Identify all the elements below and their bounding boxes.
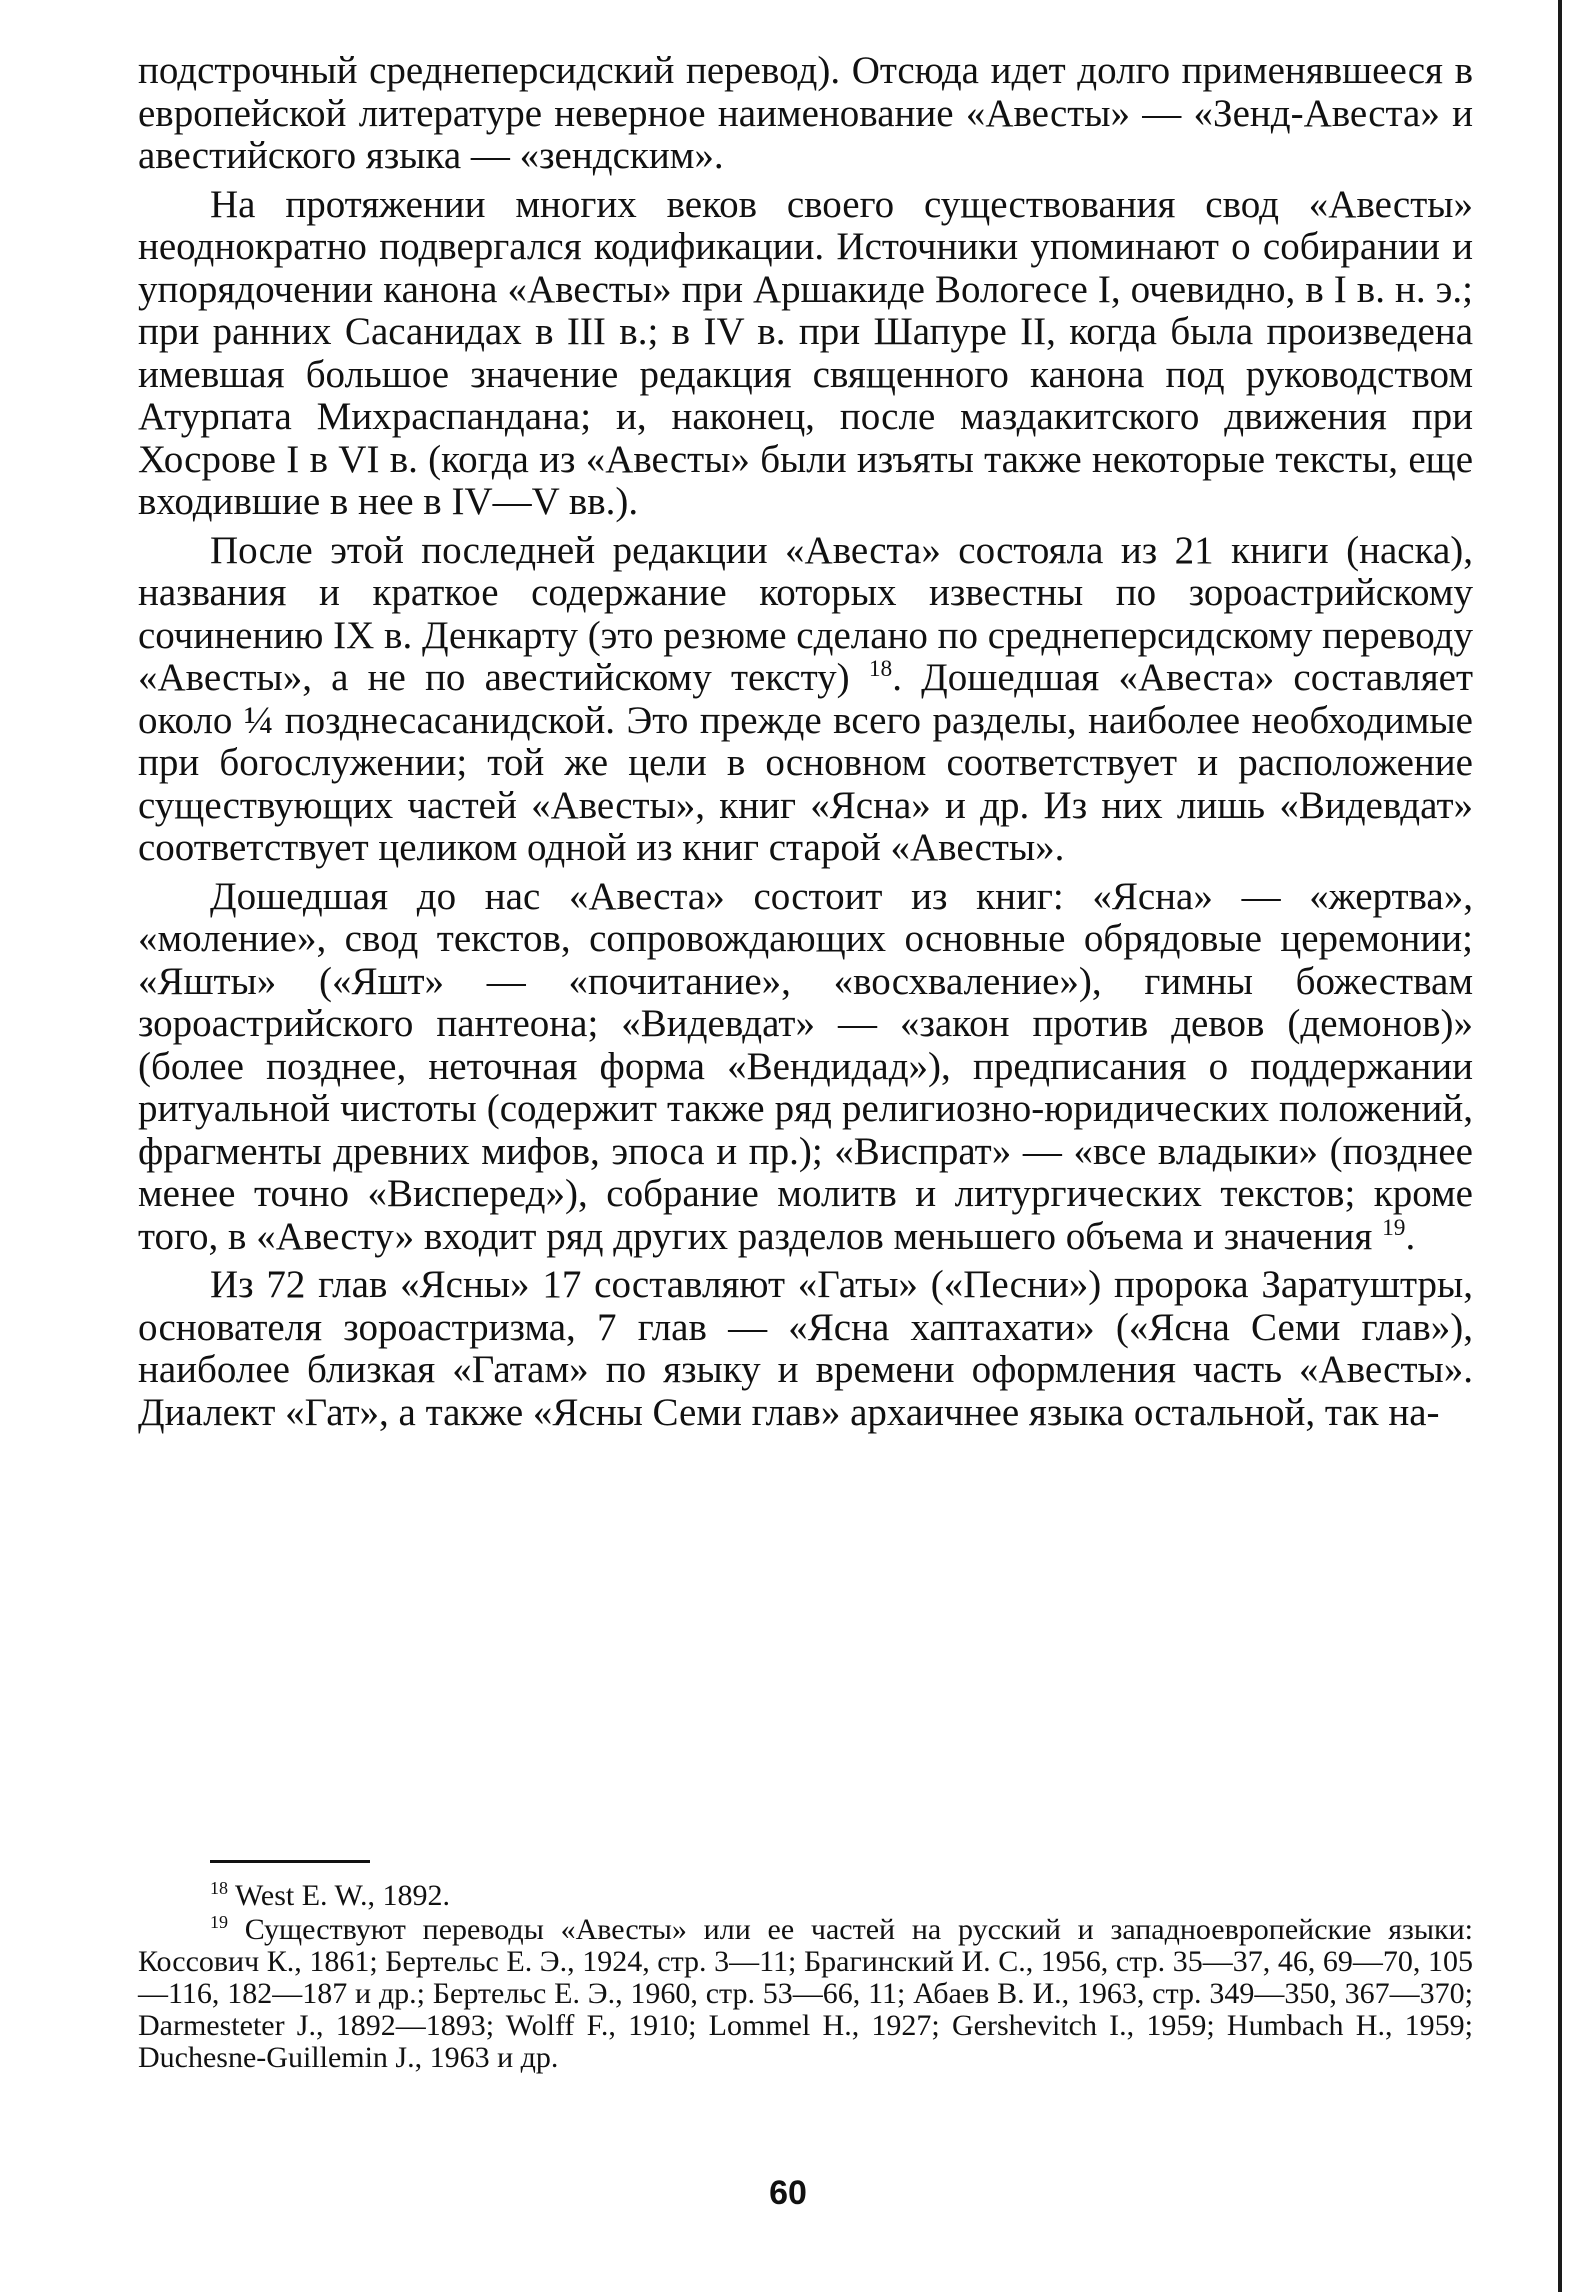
paragraph-books	[138, 876, 1473, 1259]
main-text	[138, 50, 1473, 1434]
paragraph-continuation: подстрочный среднеперсидский перевод). Отсюда идет долго применявшееся в европейской литературе неверное наименование «Авесты» — «Зенд-Авеста» и авестийского языка — «зендским».	[138, 49, 1473, 177]
footnote-ref-19: 19	[1382, 1214, 1406, 1241]
footnote-19	[138, 1914, 1473, 2074]
paragraph-text: . Дошедшая «Авеста» составляет около ¼ позднесасанидской. Это прежде всего разделы, наиболее необходимые при богослужении; той же цели в основном соответствует и расположение существующих частей «Авесты», книг «Ясна» и др. Из них лишь «Видевдат» соответствует целиком одной из книг старой «Авесты».	[138, 656, 1474, 869]
footnote-number: 18	[210, 1878, 228, 1898]
paragraph-gathas: Из 72 глав «Ясны» 17 составляют «Гаты» («Песни») пророка Заратуштры, основателя зороастризма, 7 глав — «Ясна хаптахати» («Ясна Семи глав»), наиболее близкая «Гатам» по языку и времени оформления часть «Авесты». Диалект «Гат», а также «Ясны Семи глав» архаичнее языка остальной, так на-	[138, 1263, 1473, 1434]
page-edge-line	[1558, 0, 1562, 2292]
footnotes	[138, 1880, 1473, 2074]
paragraph-text: .	[1405, 1214, 1416, 1258]
paragraph-text: Дошедшая до нас «Авеста» состоит из книг: «Ясна» — «жертва», «моление», свод текстов, сопровождающих основные обрядовые церемонии; «Яшты» («Яшт» — «почитание», «восхваление»), гимны божествам зороастрийского пантеона; «Видевдат» — «закон против девов (демонов)» (более позднее, неточная форма «Вендидад»), предписания о поддержании ритуальной чистоты (содержит также ряд религиозно-юридических положений, фрагменты древних мифов, эпоса и пр.); «Виспрат» — «все владыки» (позднее менее точно «Висперед»), собрание молитв и литургических текстов; кроме того, в «Авесту» входит ряд других разделов меньшего объема и значения	[138, 874, 1473, 1258]
footnote-ref-18: 18	[868, 656, 893, 682]
page-number: 60	[769, 2174, 807, 2212]
footnote-18	[138, 1880, 1473, 1912]
paragraph-last-redaction	[138, 530, 1473, 870]
footnote-divider	[210, 1860, 370, 1863]
footnote-text: Существуют переводы «Авесты» или ее частей на русский и западноевропейские языки: Коссович К., 1861; Бертельс Е. Э., 1924, стр. 3—11; Брагинский И. С., 1956, стр. 35—37, 46, 69—70, 105—116, 182—187 и др.; Бертельс Е. Э., 1960, стр. 53—66, 11; Абаев В. И., 1963, стр. 349—350, 367—370; Darmesteter J., 1892—1893; Wolff F., 1910; Lommel H., 1927; Gershevitch I., 1959; Humbach H., 1959; Duchesne-Guillemin J., 1963 и др.	[138, 1913, 1473, 2074]
footnote-number: 19	[210, 1912, 228, 1932]
paragraph-text: После этой последней редакции «Авеста» состояла из 21 книги (наска), названия и краткое содержание которых известны по зороастрийскому сочинению IX в. Денкарту (это резюме сделано по среднеперсидскому переводу «Авесты», а не по авестийскому тексту)	[138, 528, 1473, 699]
footnote-text: West E. W., 1892.	[234, 1879, 451, 1912]
paragraph-codification: На протяжении многих веков своего существования свод «Авесты» неоднократно подвергался кодификации. Источники упоминают о собирании и упорядочении канона «Авесты» при Аршакиде Вологесе I, очевидно, в I в. н. э.; при ранних Сасанидах в III в.; в IV в. при Шапуре II, когда была произведена имевшая большое значение редакция священного канона под руководством Атурпата Михраспандана; и, наконец, после маздакитского движения при Хосрове I в VI в. (когда из «Авесты» были изъяты также некоторые тексты, еще входившие в нее в IV—V вв.).	[138, 182, 1473, 523]
